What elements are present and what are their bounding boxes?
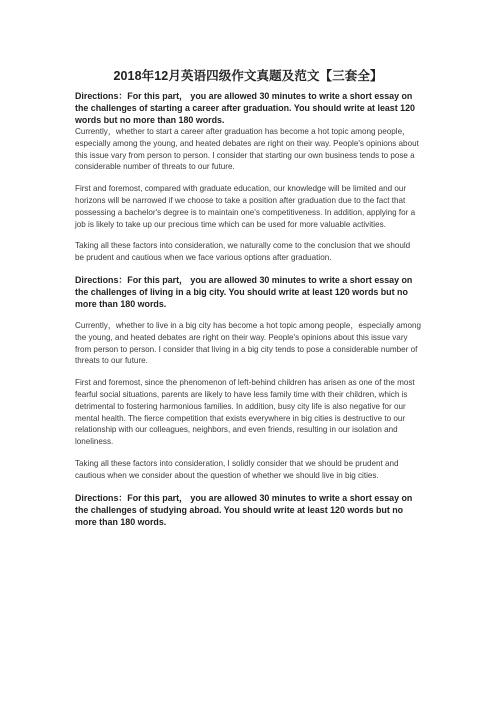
essay-section-1 (75, 90, 421, 264)
essay-paragraph: First and foremost, since the phenomenon of left-behind children has arisen as one of the most fearful social situations, parents are likely to have less family time with their children, which is detrimental to fostering harmonious families. In addition, busy city life is also negative for our mental health. The fierce competition that exists everywhere in big cities is destructive to our relationship with our colleagues, neighbors, and even friends, resulting in our isolation and loneliness. (75, 378, 415, 447)
directions-text: Directions：For this part， you are allowed 30 minutes to write a short essay on the challenges of living in a big city. You should write at least 120 words but no more than 180 words. (75, 274, 413, 309)
essay-paragraph: Taking all these factors into consideration, I solidly consider that we should be prudent and cautious when we consider about the question of whether we should live in big cities. (75, 458, 399, 480)
essay-section-3 (75, 492, 421, 528)
directions-text: Directions：For this part， you are allowed 30 minutes to write a short essay on the challenges of studying abroad. You should write at least 120 words but no more than 180 words. (75, 492, 413, 527)
essay-paragraph: First and foremost, compared with graduate education, our knowledge will be limited and our horizons will be narrowed if we choose to take a position after graduation due to the fact that possessing a bachelor's degree is to maintain one's competitiveness. In addition, applying for a job is likely to take up our precious time which can be used for more valuable activities. (75, 184, 416, 229)
essay-paragraph: Currently，whether to start a career after graduation has become a hot topic among people，especially among the young, and heated debates are right on their way. People's opinions about this issue vary from person to person. I consider that starting our own business tends to pose a considerable number of threats to our future. (75, 127, 419, 172)
essay-paragraph: Currently，whether to live in a big city has become a hot topic among people，especially among the young, and heated debates are right on their way. People's opinions about this issue vary from person to person. I consider that living in a big city tends to pose a considerable number of threats to our future. (75, 320, 421, 366)
essay-paragraph: Taking all these factors into consideration, we naturally come to the conclusion that we should be prudent and cautious when we face various options after graduation. (75, 241, 411, 263)
page-title: 2018年12月英语四级作文真题及范文【三套全】 (113, 69, 383, 83)
directions-text: Directions：For this part， you are allowed 30 minutes to write a short essay on the challenges of starting a career after graduation. You should write at least 120 words but no more than 180 words. (75, 91, 415, 125)
essay-section-2 (75, 274, 421, 482)
